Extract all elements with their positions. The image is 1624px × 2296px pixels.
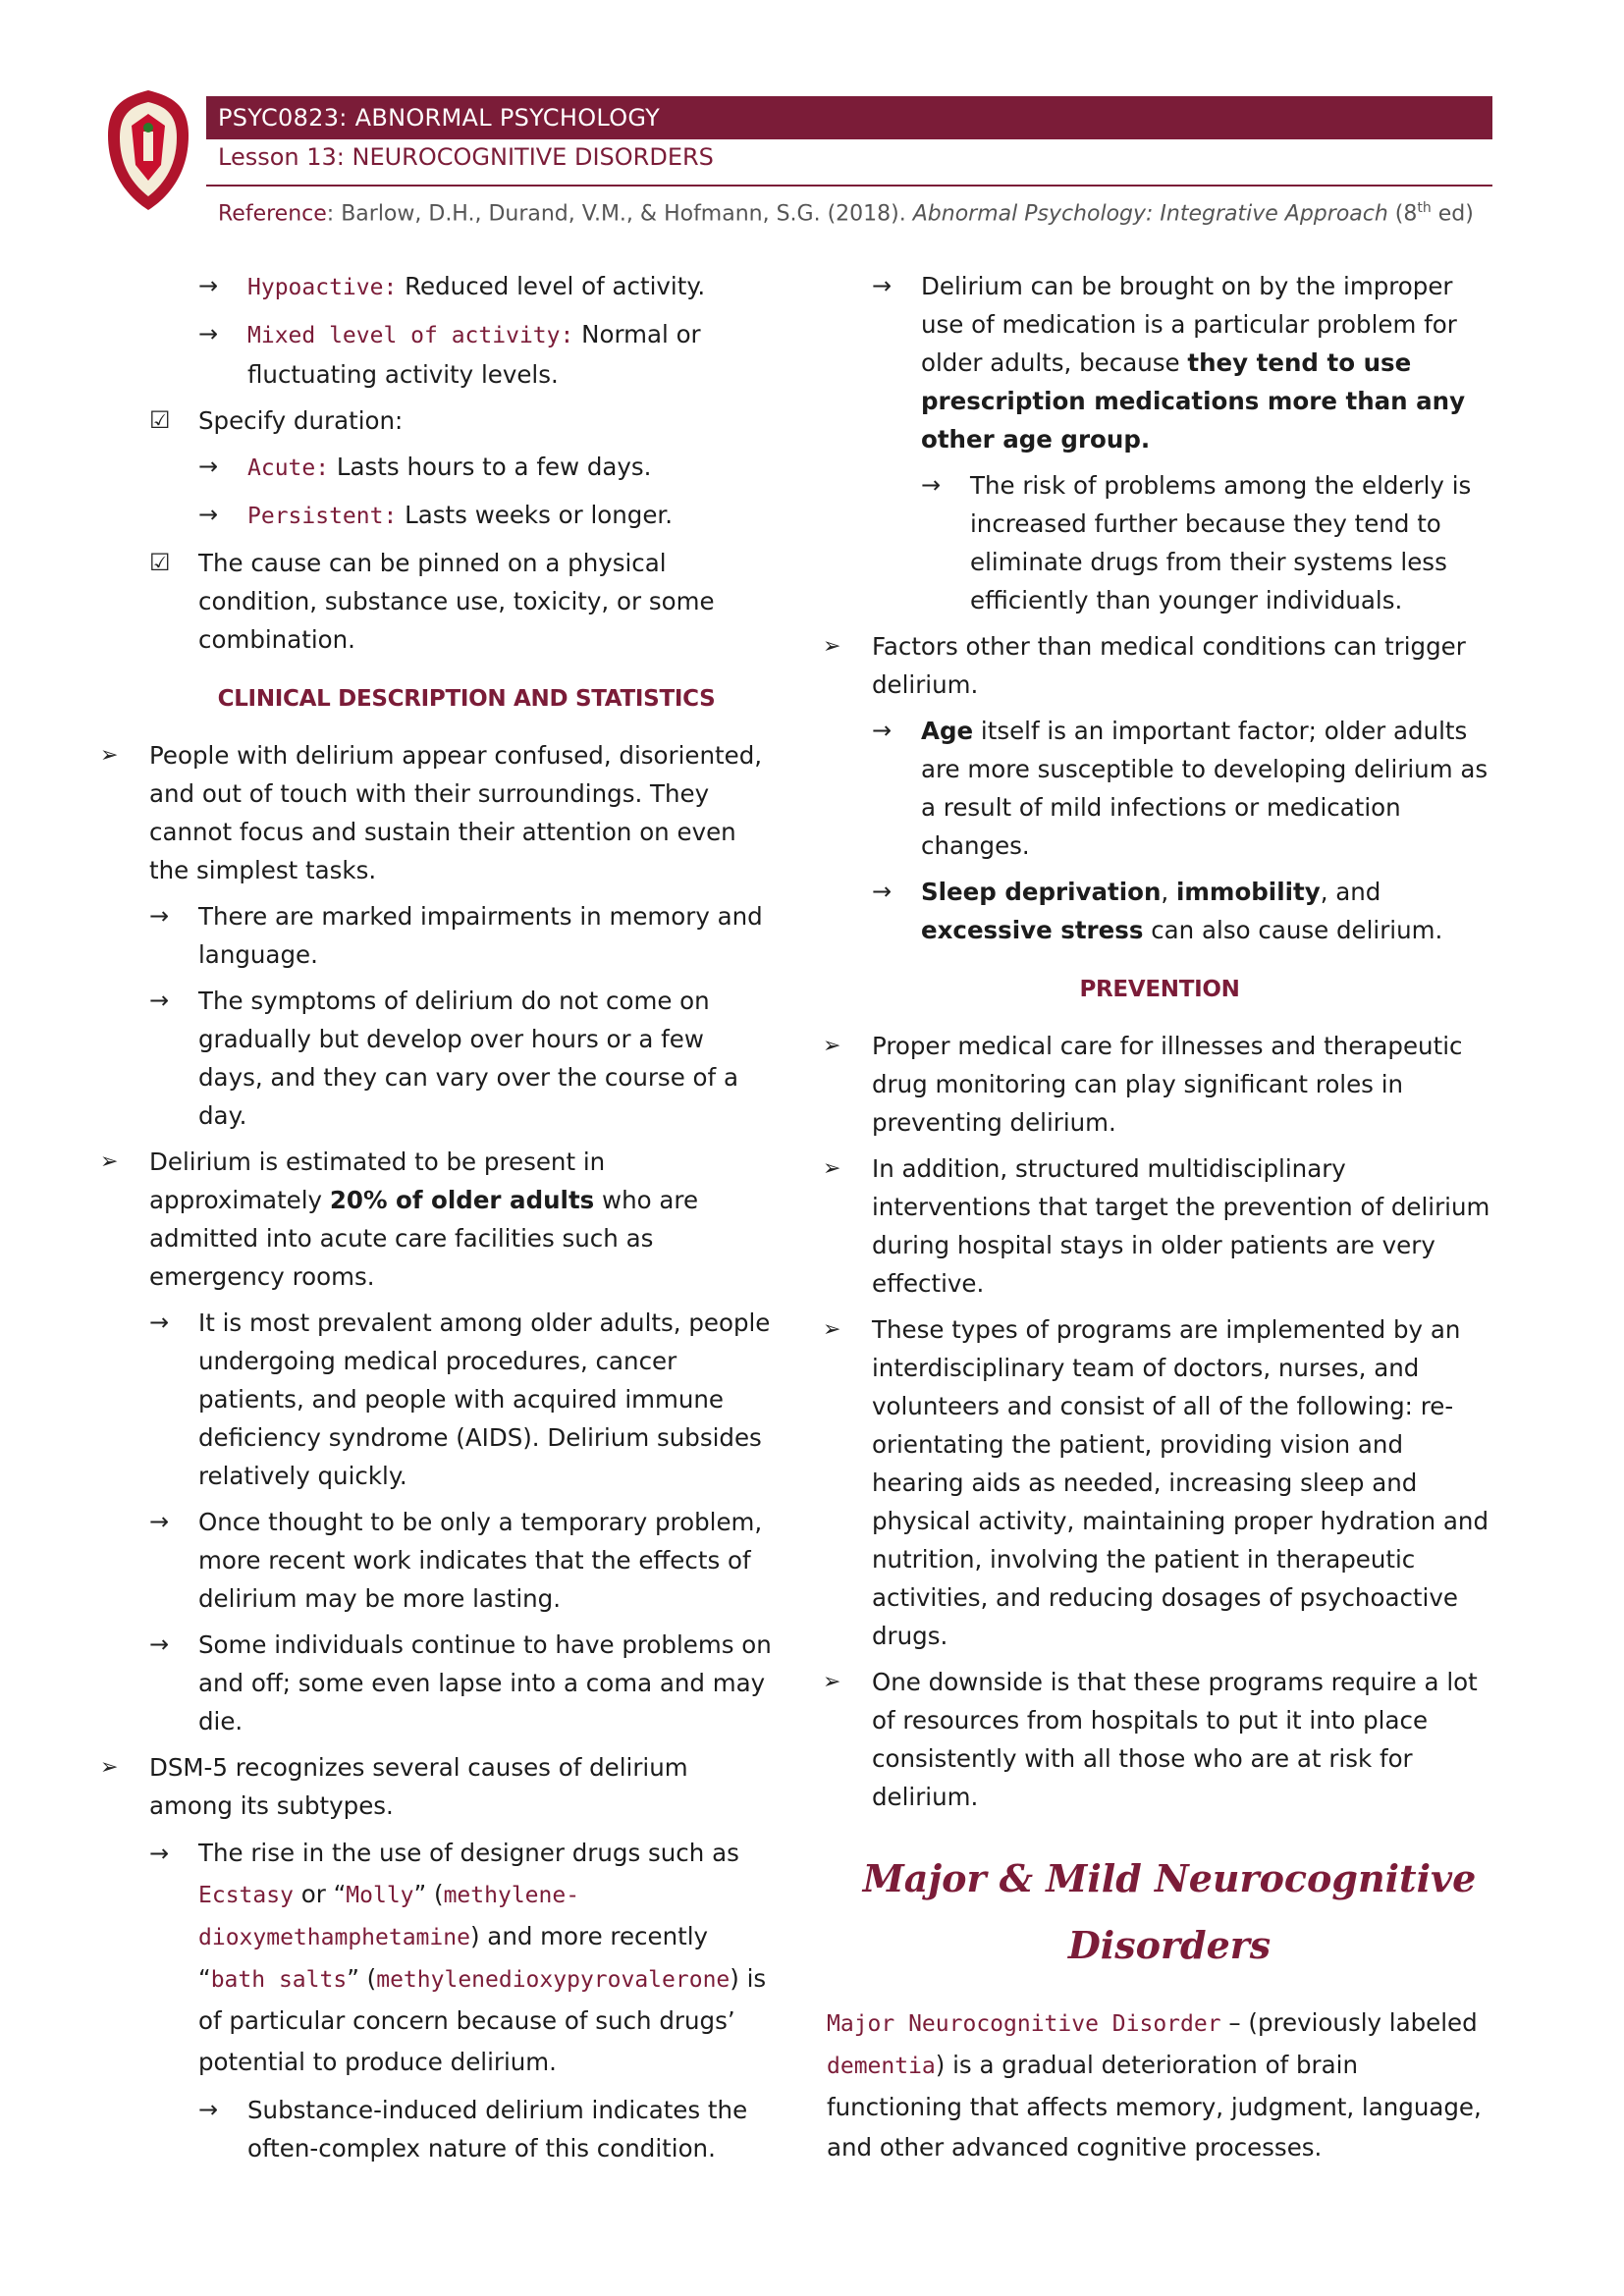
term: Hypoactive: (247, 275, 398, 300)
list-item: → Mixed level of activity: Normal or fluctuating activity levels. (98, 315, 776, 394)
reference-line: Reference: Barlow, D.H., Durand, V.M., & Hofmann, S.G. (2018). Abnormal Psychology: Integrative Approach (8th ed) (218, 200, 1474, 227)
arrow-icon: → (149, 1630, 170, 1658)
bullet-arrowhead-icon: ➢ (823, 1670, 841, 1694)
section-heading-prevention: PREVENTION (1079, 977, 1240, 1002)
term: Molly (346, 1883, 414, 1908)
arrow-icon: → (921, 471, 942, 499)
course-banner (206, 96, 1492, 139)
definition-paragraph: Major Neurocognitive Disorder – (previously labeled dementia) is a gradual deterioration of brain functioning that affects memory, judgment, language, and other advanced cognitive processes. (827, 2008, 1482, 2162)
arrow-icon: → (149, 1308, 170, 1336)
arrow-icon: → (149, 1840, 170, 1867)
list-item: ➢ Proper medical care for illnesses and therapeutic drug monitoring can play significant roles in preventing delirium. (821, 1027, 1498, 1142)
term: Acute: (247, 455, 330, 481)
arrow-icon: → (198, 453, 219, 480)
list-item: → There are marked impairments in memory and language. (98, 897, 776, 974)
list-item: → The symptoms of delirium do not come on gradually but develop over hours or a few days, and they can vary over the course of a day. (98, 982, 776, 1135)
bullet-arrowhead-icon: ➢ (823, 1034, 841, 1058)
course-title: PSYC0823: ABNORMAL PSYCHOLOGY (218, 104, 661, 132)
list-item: ☑ Specify duration: (98, 401, 776, 440)
checkbox-icon: ☑ (149, 549, 171, 576)
reference-book-title: Abnormal Psychology: Integrative Approach (912, 201, 1388, 227)
checkbox-icon: ☑ (149, 406, 171, 434)
list-item: → The rise in the use of designer drugs such as Ecstasy or “Molly” (methylene-dioxymethamphetamine) and more recently “bath salts” (methylenedioxypyrovalerone) is of particular concern because of such drugs’ potential to produce delirium. (98, 1833, 776, 2083)
list-item: ☑ The cause can be pinned on a physical condition, substance use, toxicity, or some combination. (98, 544, 776, 659)
list-item: → Age itself is an important factor; older adults are more susceptible to developing delirium as a result of mild infections or medication changes. (821, 712, 1498, 865)
arrow-icon: → (198, 501, 219, 528)
arrow-icon: → (198, 272, 219, 299)
header-rule (206, 185, 1492, 187)
arrow-icon: → (198, 2096, 219, 2123)
term: bath salts (210, 1967, 348, 1993)
list-item: ➢ Delirium is estimated to be present in approximately 20% of older adults who are admitted into acute care facilities such as emergency rooms. (98, 1143, 776, 1296)
term: Ecstasy (198, 1883, 294, 1908)
list-item: ➢ DSM-5 recognizes several causes of delirium among its subtypes. (98, 1748, 776, 1825)
arrow-icon: → (872, 272, 893, 299)
list-item: ➢ In addition, structured multidisciplinary interventions that target the prevention of delirium during hospital stays in older patients are very effective. (821, 1149, 1498, 1303)
bullet-arrowhead-icon: ➢ (100, 1149, 119, 1174)
section-heading-clinical: CLINICAL DESCRIPTION AND STATISTICS (217, 686, 716, 712)
arrow-icon: → (872, 717, 893, 744)
term: dementia (827, 2054, 936, 2079)
bullet-arrowhead-icon: ➢ (100, 1755, 119, 1780)
right-column (821, 267, 1498, 2167)
list-item: → Some individuals continue to have problems on and off; some even lapse into a coma and may die. (98, 1626, 776, 1740)
list-item: → Acute: Lasts hours to a few days. (98, 448, 776, 488)
list-item: → Persistent: Lasts weeks or longer. (98, 496, 776, 536)
list-item: ➢ People with delirium appear confused, disoriented, and out of touch with their surroundings. They cannot focus and sustain their attention on even the simplest tasks. (98, 736, 776, 889)
list-item: → Delirium can be brought on by the improper use of medication is a particular problem for older adults, because they tend to use prescription medications more than any other age group. (821, 267, 1498, 458)
list-item: → Hypoactive: Reduced level of activity. (98, 267, 776, 307)
arrow-icon: → (872, 878, 893, 905)
list-item: → The risk of problems among the elderly is increased further because they tend to eliminate drugs from their systems less efficiently than younger individuals. (821, 466, 1498, 619)
arrow-icon: → (198, 320, 219, 347)
list-item: → Once thought to be only a temporary problem, more recent work indicates that the effects of delirium may be more lasting. (98, 1503, 776, 1618)
section-title-major-mild: Major & Mild Neurocognitive Disorders (862, 1856, 1477, 1967)
term: Persistent: (247, 504, 398, 529)
arrow-icon: → (149, 902, 170, 930)
list-item: → Sleep deprivation, immobility, and excessive stress can also cause delirium. (821, 873, 1498, 949)
list-item: ➢ One downside is that these programs require a lot of resources from hospitals to put it into place consistently with all those who are at risk for delirium. (821, 1663, 1498, 1816)
left-column (98, 267, 776, 2175)
arrow-icon: → (149, 987, 170, 1014)
lesson-title: Lesson 13: NEUROCOGNITIVE DISORDERS (218, 143, 714, 171)
reference-label: Reference (218, 201, 327, 227)
bullet-arrowhead-icon: ➢ (823, 634, 841, 659)
term: Major Neurocognitive Disorder (827, 2011, 1221, 2037)
list-item: ➢ Factors other than medical conditions can trigger delirium. (821, 627, 1498, 704)
bullet-arrowhead-icon: ➢ (100, 743, 119, 768)
term: methylene-dioxymethamphetamine (198, 1883, 580, 1950)
list-item: → Substance-induced delirium indicates the often-complex nature of this condition. (98, 2091, 776, 2167)
bullet-arrowhead-icon: ➢ (823, 1156, 841, 1181)
bullet-arrowhead-icon: ➢ (823, 1317, 841, 1342)
list-item: ➢ These types of programs are implemented by an interdisciplinary team of doctors, nurses, and volunteers and consist of all of the following: re-orientating the patient, providing vision and hearing aids as needed, increasing sleep and physical activity, maintaining proper hydration and nutrition, involving the patient in therapeutic activities, and reducing dosages of psychoactive drugs. (821, 1310, 1498, 1655)
arrow-icon: → (149, 1508, 170, 1535)
list-item: → It is most prevalent among older adults, people undergoing medical procedures, cancer patients, and people with acquired immune deficiency syndrome (AIDS). Delirium subsides relatively quickly. (98, 1304, 776, 1495)
term: methylenedioxypyrovalerone (376, 1967, 731, 1993)
term: Mixed level of activity: (247, 323, 574, 348)
university-seal-logo (102, 86, 194, 214)
